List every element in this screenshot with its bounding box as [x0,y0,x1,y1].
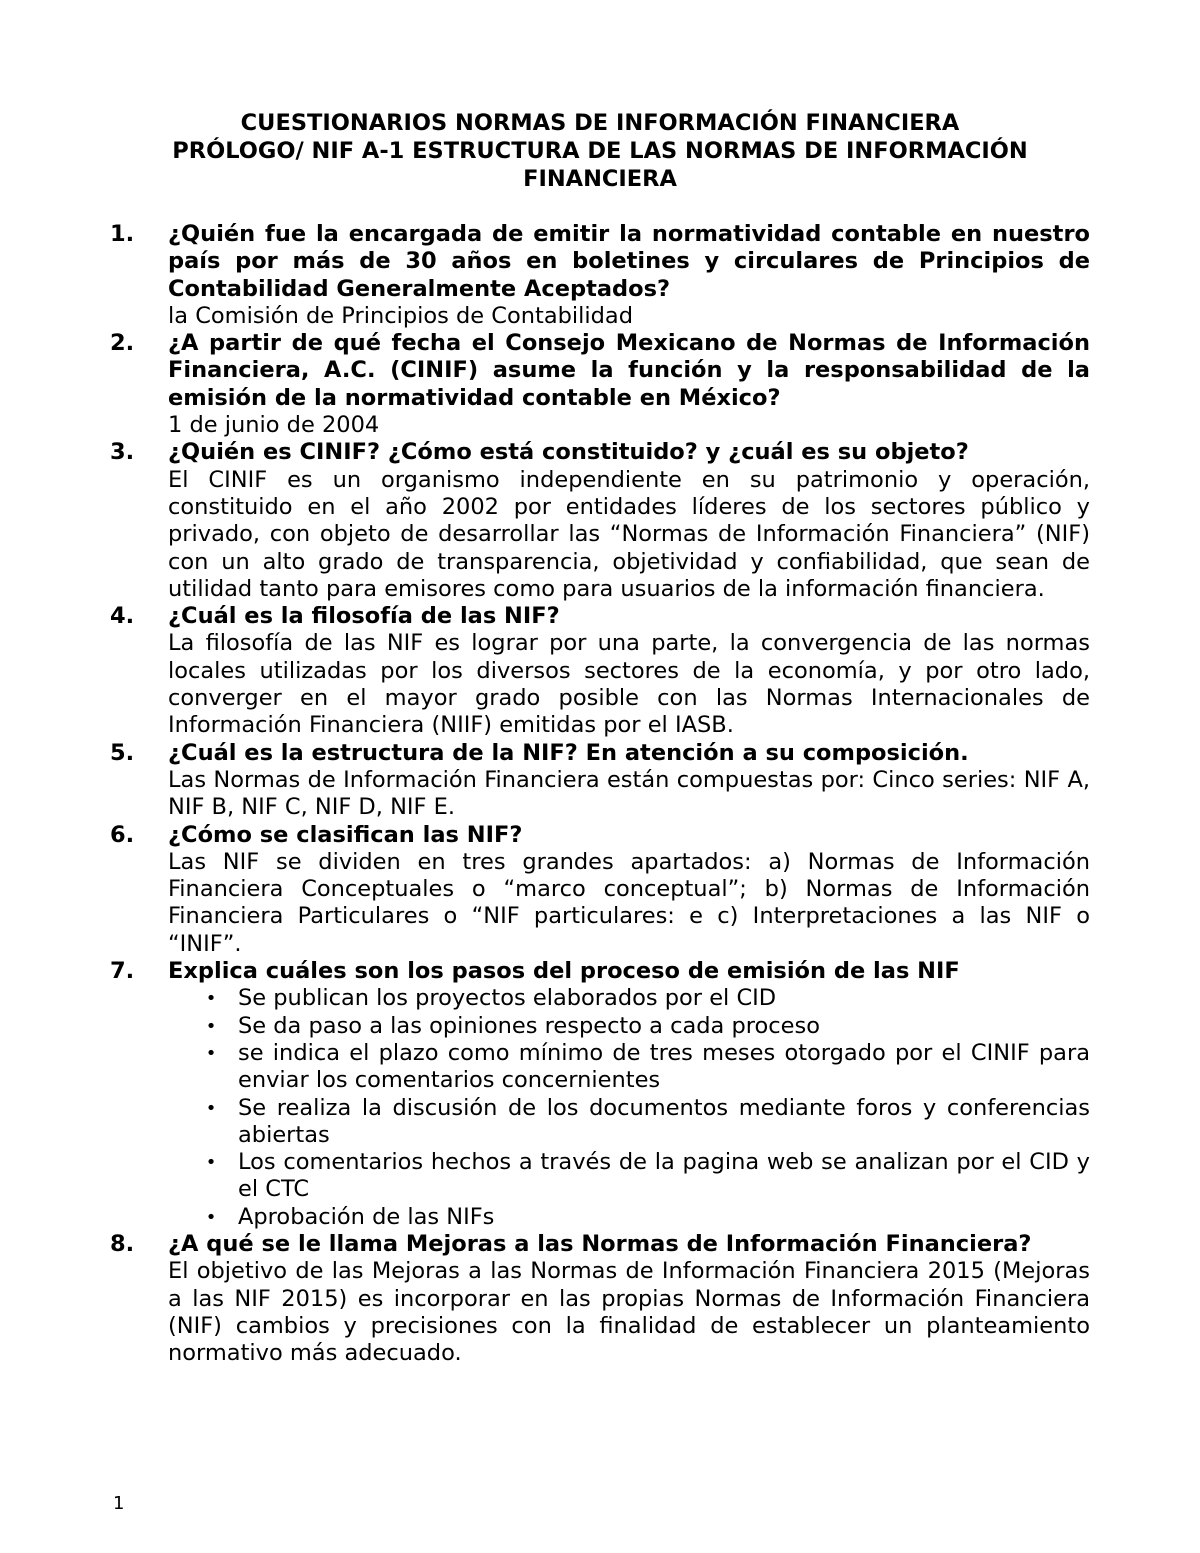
bullet-icon: • [205,1152,217,1174]
bullet-icon: • [205,1042,217,1064]
list-item-text: Se publican los proyectos elaborados por el CID [238,985,777,1012]
question-number: 7. [110,958,135,985]
list-item-text: Los comentarios hechos a través de la pagina web se analizan por el CID y el CTC [238,1149,1090,1203]
question-number: 2. [110,330,135,357]
question-list [110,221,1090,1367]
list-item-text: Aprobación de las NIFs [238,1203,495,1230]
list-item [205,1094,1090,1150]
list-item-text: Se realiza la discusión de los documentos mediante foros y conferencias abiertas [238,1094,1090,1148]
bullet-icon: • [205,1015,217,1037]
answer-text: Las NIF se dividen en tres grandes apartados: a) Normas de Información Financiera Conceptuales o “marco conceptual”; b) Normas de Información Financiera Particulares o “NIF particulares: e c) Interpretaciones a las NIF o “INIF”. [168,848,1090,957]
document-title-line-2: PRÓLOGO/ NIF A-1 ESTRUCTURA DE LAS NORMAS DE INFORMACIÓN [172,138,1028,164]
list-item [205,1203,1090,1231]
question-text: ¿A partir de qué fecha el Consejo Mexicano de Normas de Información Financiera, A.C. (CINIF) asume la función y la responsabilidad de la emisión de la normatividad contable en México? [168,330,1090,411]
question-number: 1. [110,221,135,247]
process-steps-list [168,985,1090,1231]
document-title-line-3: FINANCIERA [523,166,677,192]
question-text: Explica cuáles son los pasos del proceso de emisión de las NIF [168,958,960,985]
question-number: 8. [110,1230,135,1257]
bullet-icon: • [205,1097,217,1119]
question-item [110,1231,1090,1367]
answer-text: la Comisión de Principios de Contabilidad [168,302,634,329]
question-item [110,822,1090,958]
question-item [110,330,1090,439]
question-item [110,221,1090,330]
answer-text: 1 de junio de 2004 [168,412,380,439]
answer-text: Las Normas de Información Financiera están compuestas por: Cinco series: NIF A, NIF B, NIF C, NIF D, NIF E. [168,766,1090,821]
answer-text: El CINIF es un organismo independiente en su patrimonio y operación, constituido en el año 2002 por entidades líderes de los sectores público y privado, con objeto de desarrollar las “Normas de Información Financiera” (NIF) con un alto grado de transparencia, objetividad y confiabilidad, que sean de utilidad tanto para emisores como para usuarios de la información financiera. [168,466,1090,602]
question-item [110,958,1090,1231]
question-text: ¿Quién es CINIF? ¿Cómo está constituido? y ¿cuál es su objeto? [168,439,969,466]
bullet-icon: • [205,988,217,1010]
list-item-text: Se da paso a las opiniones respecto a cada proceso [238,1012,821,1039]
document-title-line-1: CUESTIONARIOS NORMAS DE INFORMACIÓN FINANCIERA [240,110,960,136]
list-item-text: se indica el plazo como mínimo de tres meses otorgado por el CINIF para enviar los comentarios concernientes [238,1039,1090,1094]
question-text: ¿Cuál es la estructura de la NIF? En atención a su composición. [168,739,969,766]
list-item [205,985,1090,1012]
bullet-icon: • [205,1206,217,1228]
list-item [205,1012,1090,1040]
question-number: 5. [110,739,135,766]
list-item [205,1149,1090,1204]
question-number: 3. [110,439,135,466]
question-number: 6. [110,821,135,848]
question-text: ¿A qué se le llama Mejoras a las Normas de Información Financiera? [168,1230,1032,1257]
answer-text: El objetivo de las Mejoras a las Normas de Información Financiera 2015 (Mejoras a las NIF 2015) es incorporar en las propias Normas de Información Financiera (NIF) cambios y precisiones con la finalidad de establecer un planteamiento normativo más adecuado. [168,1258,1090,1367]
question-number: 4. [110,603,135,630]
question-item [110,740,1090,822]
answer-text: La filosofía de las NIF es lograr por una parte, la convergencia de las normas locales utilizadas por los diversos sectores de la economía, y por otro lado, converger en el mayor grado posible con las Normas Internacionales de Información Financiera (NIIF) emitidas por el IASB. [168,630,1090,739]
list-item [205,1039,1090,1095]
question-item [110,603,1090,739]
question-item [110,439,1090,603]
page-number: 1 [113,1493,125,1514]
question-text: ¿Quién fue la encargada de emitir la normatividad contable en nuestro país por más de 30 años en boletines y circulares de Principios de Contabilidad Generalmente Aceptados? [168,221,1090,302]
question-text: ¿Cuál es la filosofía de las NIF? [168,603,560,630]
question-text: ¿Cómo se clasifican las NIF? [168,821,523,848]
